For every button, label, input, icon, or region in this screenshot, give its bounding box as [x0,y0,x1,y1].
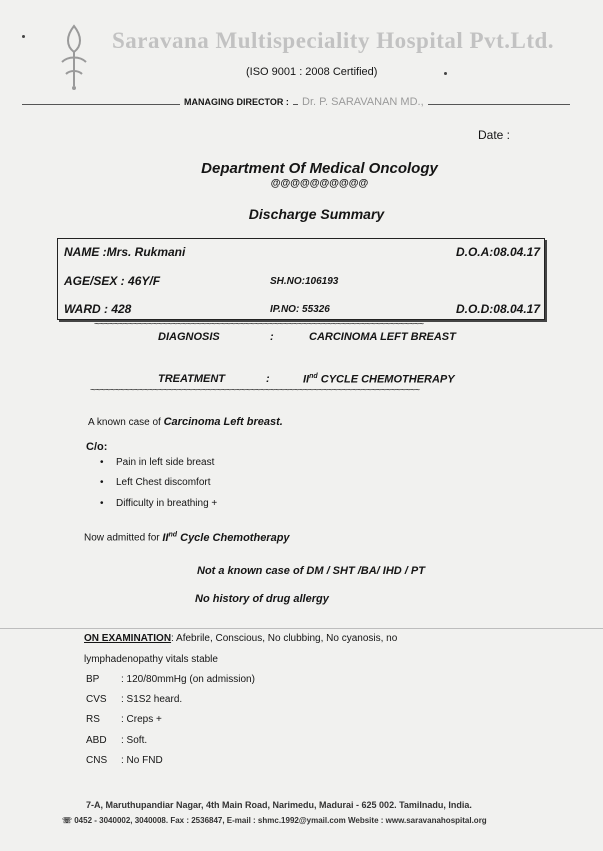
vital-label-rs: RS [86,714,100,725]
phone-icon: ☏ [62,816,75,825]
vital-value-bp: : 120/80mmHg (on admission) [121,674,255,685]
patient-age-sex: AGE/SEX : 46Y/F [64,274,161,288]
vital-label-bp: BP [86,674,100,685]
vital-value-cvs: : S1S2 heard. [121,694,183,705]
hospital-name: Saravana Multispeciality Hospital Pvt.Ltd. [112,28,555,53]
hospital-logo-icon [54,22,94,92]
discharge-summary-title: Discharge Summary [248,206,385,222]
separator-line: ~~~~~~~~~~~~~~~~~~~~~~~~~~~~~~~~~~~~~~~~~~~~~~~~~~~~~~~~~~~~~~~~~~~~ [94,319,424,330]
header-divider [22,104,570,105]
history-intro: A known case of Carcinoma Left breast. [88,416,283,428]
ip-number: IP.NO: 55326 [270,304,330,315]
vital-value-abd: : Soft. [121,735,148,746]
vital-value-cns: : No FND [121,755,163,766]
scan-speck [444,72,447,75]
complaint-item: • Pain in left side breast [100,457,215,468]
iso-certification: (ISO 9001 : 2008 Certified) [246,66,378,78]
title-ornament: @@@@@@@@@@ [270,178,369,189]
patient-info-box [57,238,545,320]
date-of-discharge: D.O.D:08.04.17 [455,302,540,316]
diagnosis-label: DIAGNOSIS [158,331,220,343]
managing-director-label: MANAGING DIRECTOR : [180,97,293,107]
treatment-label: TREATMENT [158,373,226,385]
vital-label-abd: ABD [86,735,107,746]
treatment-colon: : [266,373,270,385]
treatment-value: IInd CYCLE CHEMOTHERAPY [303,373,455,386]
complaint-item: • Left Chest discomfort [100,477,211,488]
vital-label-cns: CNS [86,755,108,766]
scan-speck [22,35,25,38]
diagnosis-colon: : [270,331,274,343]
vital-value-rs: : Creps + [121,714,162,725]
date-label: Date : [478,128,511,142]
page-fold-line [0,628,603,629]
complaints-label: C/o: [86,441,108,453]
diagnosis-value: CARCINOMA LEFT BREAST [309,331,456,343]
vital-label-cvs: CVS [86,694,107,705]
separator-line-2: ~~~~~~~~~~~~~~~~~~~~~~~~~~~~~~~~~~~~~~~~~~~~~~~~~~~~~~~~~~~~~~~~~~~~ [90,385,420,396]
no-drug-allergy: No history of drug allergy [195,593,329,605]
sh-number: SH.NO:106193 [270,276,339,287]
footer-contact: ☏ 0452 - 3040002, 3040008. Fax : 2536847, E-mail : shmc.1992@ymail.com Website : www.saravanahospital.org [62,816,487,825]
department-title: Department Of Medical Oncology [201,160,438,177]
not-known-case: Not a known case of DM / SHT /BA/ IHD / PT [197,565,425,577]
complaint-item: • Difficulty in breathing + [100,498,218,509]
examination-line-2: lymphadenopathy vitals stable [84,654,218,665]
examination-line-1: ON EXAMINATION: Afebrile, Conscious, No clubbing, No cyanosis, no [84,633,398,644]
footer-address: 7-A, Maruthupandiar Nagar, 4th Main Road, Narimedu, Madurai - 625 002. Tamilnadu, India. [86,800,472,810]
patient-name: NAME :Mrs. Rukmani [64,245,186,259]
admission-reason: Now admitted for IInd Cycle Chemotherapy [84,531,290,544]
date-of-admission: D.O.A:08.04.17 [455,245,540,259]
patient-ward: WARD : 428 [64,302,132,316]
managing-director-name: Dr. P. SARAVANAN MD., [298,96,428,108]
